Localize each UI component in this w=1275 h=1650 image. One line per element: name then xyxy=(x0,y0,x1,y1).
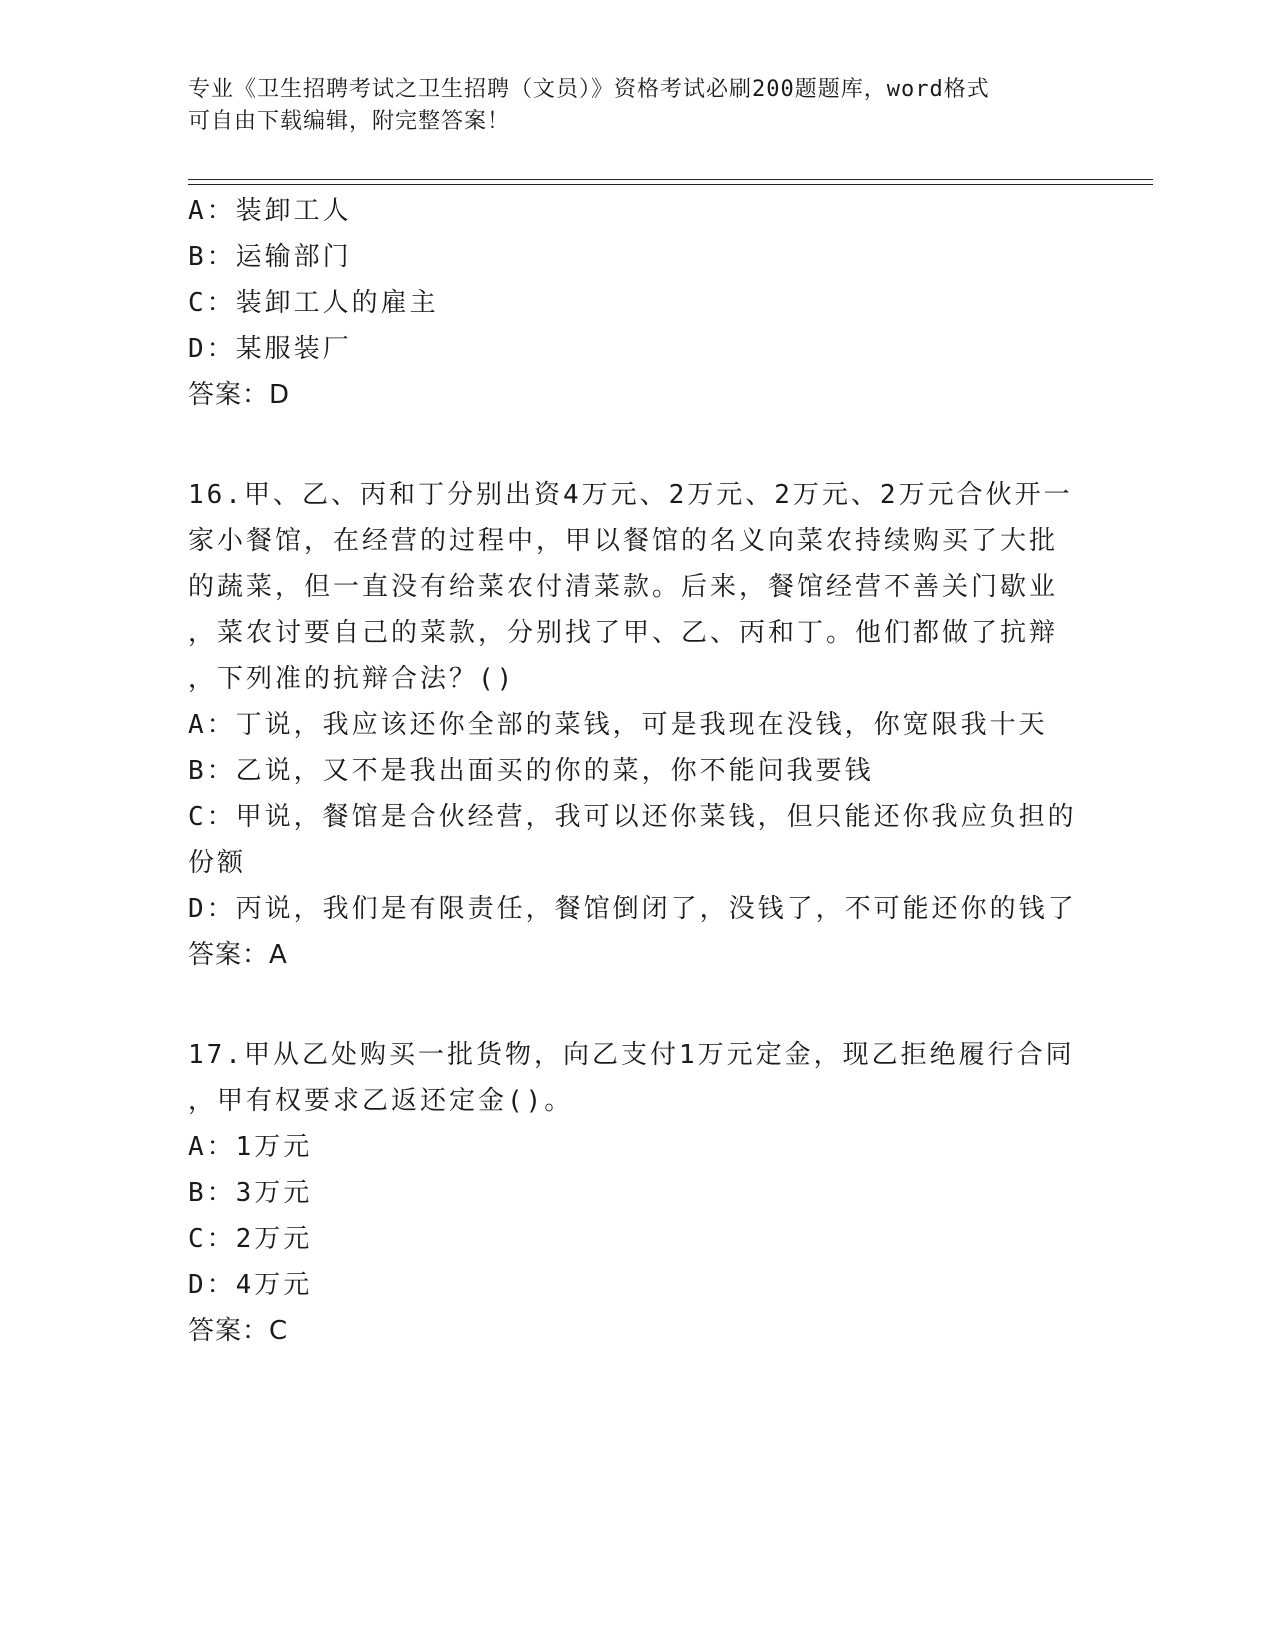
header-divider-top xyxy=(188,179,1153,180)
option-a: A：1万元 xyxy=(188,1132,313,1162)
answer-line: 答案：D xyxy=(188,380,291,410)
header-divider-bottom xyxy=(188,184,1153,185)
document-header xyxy=(188,74,1088,138)
header-line-1: 专业《卫生招聘考试之卫生招聘（文员）》资格考试必刷200题题库，word格式 xyxy=(188,77,990,102)
option-c-continued: 份额 xyxy=(188,848,247,878)
option-b: B：运输部门 xyxy=(188,242,352,272)
header-line-2: 可自由下载编辑，附完整答案！ xyxy=(188,109,511,134)
question-text-line: ，下列准的抗辩合法？() xyxy=(188,664,516,694)
question-16 xyxy=(188,472,1088,978)
option-c: C：2万元 xyxy=(188,1224,313,1254)
answer-line: 答案：C xyxy=(188,1316,289,1346)
option-b: B：3万元 xyxy=(188,1178,313,1208)
option-a: A：装卸工人 xyxy=(188,196,352,226)
question-text-line: 17.甲从乙处购买一批货物，向乙支付1万元定金，现乙拒绝履行合同 xyxy=(188,1040,1075,1070)
option-b: B：乙说，又不是我出面买的你的菜，你不能问我要钱 xyxy=(188,756,874,786)
spacer xyxy=(188,978,1088,1032)
question-text-line: ，菜农讨要自己的菜款，分别找了甲、乙、丙和丁。他们都做了抗辩 xyxy=(188,618,1059,648)
question-text-line: 家小餐馆，在经营的过程中，甲以餐馆的名义向菜农持续购买了大批 xyxy=(188,526,1059,556)
question-text-line: 的蔬菜，但一直没有给菜农付清菜款。后来，餐馆经营不善关门歇业 xyxy=(188,572,1059,602)
question-15 xyxy=(188,188,1088,418)
document-body xyxy=(188,188,1088,1354)
option-d: D：4万元 xyxy=(188,1270,313,1300)
option-c: C：装卸工人的雇主 xyxy=(188,288,439,318)
option-c: C：甲说，餐馆是合伙经营，我可以还你菜钱，但只能还你我应负担的 xyxy=(188,802,1077,832)
question-17 xyxy=(188,1032,1088,1354)
question-text-line: ，甲有权要求乙返还定金()。 xyxy=(188,1086,574,1116)
question-text-line: 16.甲、乙、丙和丁分别出资4万元、2万元、2万元、2万元合伙开一 xyxy=(188,480,1073,510)
option-d: D：丙说，我们是有限责任，餐馆倒闭了，没钱了，不可能还你的钱了 xyxy=(188,894,1077,924)
option-d: D：某服装厂 xyxy=(188,334,352,364)
answer-line: 答案：A xyxy=(188,940,288,970)
option-a: A：丁说，我应该还你全部的菜钱，可是我现在没钱，你宽限我十天 xyxy=(188,710,1048,740)
spacer xyxy=(188,418,1088,472)
